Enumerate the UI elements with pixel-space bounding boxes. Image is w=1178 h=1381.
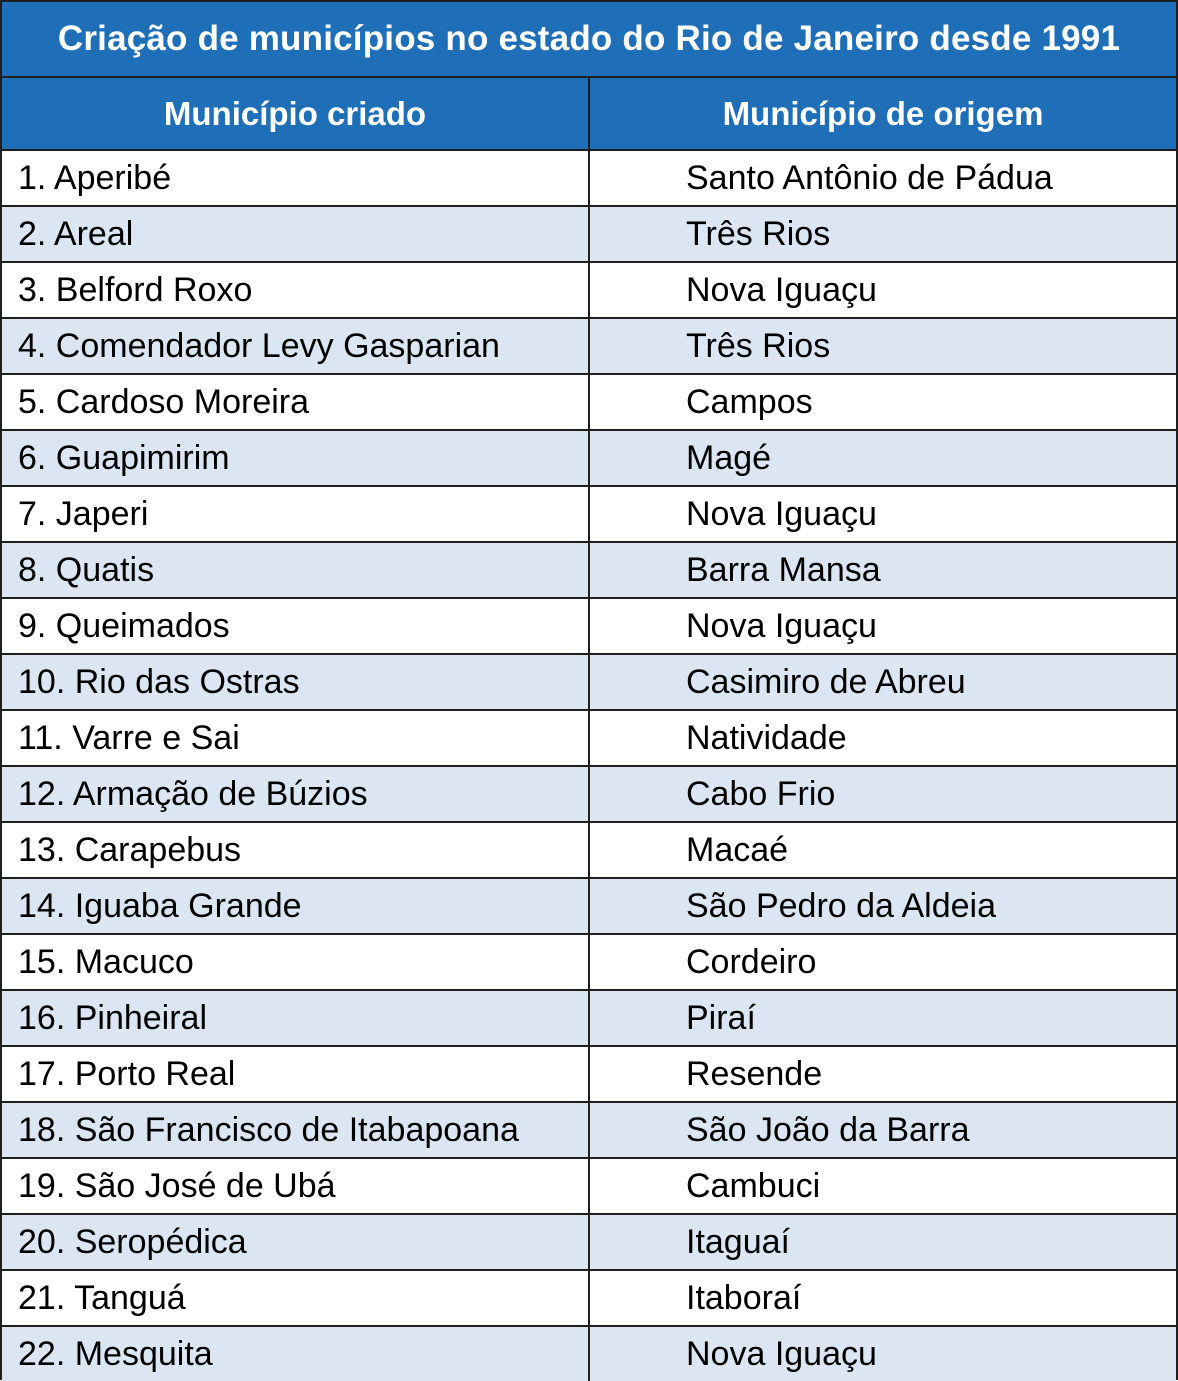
cell-municipio-criado: 18. São Francisco de Itabapoana	[2, 1102, 589, 1158]
cell-municipio-criado: 10. Rio das Ostras	[2, 654, 589, 710]
table-row	[2, 1214, 1176, 1270]
table-row	[2, 150, 1176, 206]
table-row	[2, 542, 1176, 598]
municipalities-table	[2, 78, 1176, 1381]
cell-municipio-criado: 17. Porto Real	[2, 1046, 589, 1102]
cell-municipio-origem: Piraí	[589, 990, 1176, 1046]
cell-municipio-origem: Três Rios	[589, 318, 1176, 374]
cell-municipio-origem: Cabo Frio	[589, 766, 1176, 822]
cell-municipio-criado: 19. São José de Ubá	[2, 1158, 589, 1214]
cell-municipio-criado: 3. Belford Roxo	[2, 262, 589, 318]
cell-municipio-origem: Nova Iguaçu	[589, 598, 1176, 654]
column-header-municipio-origem: Município de origem	[589, 78, 1176, 150]
cell-municipio-origem: Nova Iguaçu	[589, 262, 1176, 318]
table-row	[2, 990, 1176, 1046]
cell-municipio-origem: Nova Iguaçu	[589, 1326, 1176, 1381]
table-row	[2, 654, 1176, 710]
table-row	[2, 822, 1176, 878]
table-row	[2, 766, 1176, 822]
cell-municipio-criado: 1. Aperibé	[2, 150, 589, 206]
cell-municipio-origem: Cordeiro	[589, 934, 1176, 990]
cell-municipio-origem: Campos	[589, 374, 1176, 430]
cell-municipio-criado: 7. Japeri	[2, 486, 589, 542]
table-row	[2, 710, 1176, 766]
table-row	[2, 1270, 1176, 1326]
cell-municipio-origem: Cambuci	[589, 1158, 1176, 1214]
cell-municipio-criado: 20. Seropédica	[2, 1214, 589, 1270]
cell-municipio-origem: Natividade	[589, 710, 1176, 766]
cell-municipio-origem: Resende	[589, 1046, 1176, 1102]
cell-municipio-criado: 14. Iguaba Grande	[2, 878, 589, 934]
table-row	[2, 430, 1176, 486]
cell-municipio-origem: Macaé	[589, 822, 1176, 878]
table-row	[2, 878, 1176, 934]
table-row	[2, 598, 1176, 654]
table-header	[2, 78, 1176, 150]
cell-municipio-criado: 6. Guapimirim	[2, 430, 589, 486]
table-row	[2, 1326, 1176, 1381]
cell-municipio-origem: Barra Mansa	[589, 542, 1176, 598]
cell-municipio-origem: Itaboraí	[589, 1270, 1176, 1326]
cell-municipio-criado: 22. Mesquita	[2, 1326, 589, 1381]
table-row	[2, 1046, 1176, 1102]
cell-municipio-criado: 9. Queimados	[2, 598, 589, 654]
table-title: Criação de municípios no estado do Rio de Janeiro desde 1991	[2, 2, 1176, 78]
table-row	[2, 318, 1176, 374]
cell-municipio-criado: 16. Pinheiral	[2, 990, 589, 1046]
cell-municipio-criado: 2. Areal	[2, 206, 589, 262]
cell-municipio-criado: 21. Tanguá	[2, 1270, 589, 1326]
cell-municipio-criado: 13. Carapebus	[2, 822, 589, 878]
table-row	[2, 1158, 1176, 1214]
cell-municipio-origem: Três Rios	[589, 206, 1176, 262]
column-header-municipio-criado: Município criado	[2, 78, 589, 150]
cell-municipio-criado: 12. Armação de Búzios	[2, 766, 589, 822]
cell-municipio-origem: Itaguaí	[589, 1214, 1176, 1270]
cell-municipio-origem: Magé	[589, 430, 1176, 486]
cell-municipio-origem: São Pedro da Aldeia	[589, 878, 1176, 934]
cell-municipio-origem: Santo Antônio de Pádua	[589, 150, 1176, 206]
cell-municipio-origem: Nova Iguaçu	[589, 486, 1176, 542]
cell-municipio-origem: São João da Barra	[589, 1102, 1176, 1158]
cell-municipio-criado: 8. Quatis	[2, 542, 589, 598]
cell-municipio-criado: 11. Varre e Sai	[2, 710, 589, 766]
header-row	[2, 78, 1176, 150]
table-row	[2, 1102, 1176, 1158]
cell-municipio-criado: 5. Cardoso Moreira	[2, 374, 589, 430]
cell-municipio-criado: 4. Comendador Levy Gasparian	[2, 318, 589, 374]
table-row	[2, 934, 1176, 990]
table-row	[2, 262, 1176, 318]
table-row	[2, 374, 1176, 430]
cell-municipio-origem: Casimiro de Abreu	[589, 654, 1176, 710]
table-row	[2, 206, 1176, 262]
table-body	[2, 150, 1176, 1381]
table-row	[2, 486, 1176, 542]
cell-municipio-criado: 15. Macuco	[2, 934, 589, 990]
